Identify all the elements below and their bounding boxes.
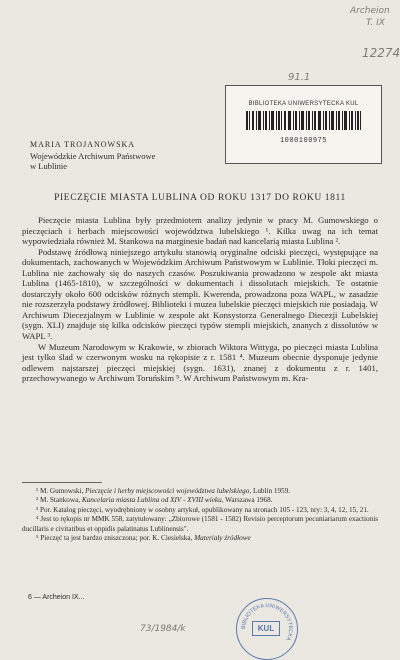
- library-stamp-icon: [236, 598, 298, 660]
- article-title: PIECZĘCIE MIASTA LUBLINA OD ROKU 1317 DO ROKU 1811: [54, 193, 346, 203]
- footnote-imprint: Warszawa 1968.: [225, 496, 273, 505]
- page-signature: 6 — Archeion IX...: [28, 594, 85, 601]
- footnote-title: Materiały źródłowe: [194, 534, 251, 543]
- handwritten-note: T. IX: [366, 18, 385, 28]
- footnote-1: [22, 487, 378, 496]
- barcode-library: BIBLIOTEKA UNIWERSYTECKA KUL: [248, 101, 359, 107]
- handwritten-shelfmark: 91.1: [288, 72, 311, 83]
- footnote-2: [22, 496, 378, 505]
- paragraph: Podstawę źródłową niniejszego artykułu stanowią oryginalne odciski pieczęci, występujące na dokumentach, zachowanych w Wojewódzkim Archiwum Państwowym w Lublinie. Tłoki pieczęci m. Lublina nie zachowały się do naszych czasów. Poszukiwania prowadzono w zespole akt miasta Lublina (1465-1810), w szczególności w dokumentach i dissolutach miejskich. Te ostatnie dostarczyły około 600 odcisków różnych stempli. Kwerenda, prowadzona poza WAPL, w zasadzie nie rozszerzyła podstawy źródłowej. Biblioteki i muzea lubelskie pieczęci miejskich nie posiadają. W Archiwum Diecezjalnym w Lublinie w zespole akt Konsystorza Generalnego Diecezji Lubelskiej (sygn. XLI) znajduje się kilka odcisków pieczęci typów stempli miejskich, znanych z dissolutów w WAPL ³.: [22, 246, 378, 342]
- author-affiliation: Wojewódzkie Archiwum Państwowe: [30, 150, 156, 161]
- handwritten-note: Archeion: [350, 6, 390, 16]
- footnote-4: ⁴ Jest to rękopis nr MMK 558, zatytułowany: „Zbiorowe (1581 - 1582) Revisio perceptorum pecuniariarum exactionis ducillaris e civitatibus et oppidis palatinatus Lublinensis".: [22, 515, 378, 533]
- footnote-author: ¹ M. Gumowski,: [36, 487, 84, 495]
- paragraph: Pieczęcie miasta Lublina były przedmiotem analizy jedynie w pracy M. Gumowskiego o pieczęciach i herbach miejscowości województwa lubelskiego ¹. Kilka uwag na ich temat wypowiedziała również M. Stankowa na marginesie badań nad kancelarią miasta Lublina ².: [22, 215, 378, 247]
- footnote-3: ³ Por. Katalog pieczęci, wyodrębniony w osobny artykuł, opublikowany na stronach 105 - 123, nry: 3, 4, 12, 15, 21.: [36, 505, 369, 514]
- stamp-ring-text: BIBLIOTEKA UNIWERSYTECKA: [240, 602, 294, 642]
- barcode-label: [225, 85, 382, 164]
- barcode-number: 1000100975: [279, 137, 327, 145]
- author-block: [30, 140, 155, 172]
- footnote-author: ⁵ Pieczęć ta jest bardzo zniszczona; por. K. Ciesielska,: [36, 534, 193, 543]
- footnote-5: [22, 534, 378, 543]
- footnote-divider: [22, 482, 102, 483]
- paragraph: W Muzeum Narodowym w Krakowie, w zbiorach Wiktora Wittyga, po pieczęci miasta Lublina jest tylko ślad w czerwonym wosku na rękopisie z r. 1581 ⁴. Muzeum obecnie dysponuje jedynie odlewem najstarszej pieczęci miejskiej (sygn. 1631), znanej z dokumentu z r. 1401, przechowywanego w Archiwum Toruńskim ⁵. W Archiwum Państwowym m. Kra-: [22, 341, 378, 384]
- footnote-author: ² M. Stankowa,: [36, 496, 81, 505]
- author-name: MARIA TROJANOWSKA: [30, 140, 136, 149]
- barcode-icon: [246, 111, 361, 130]
- article-body: [22, 215, 378, 384]
- handwritten-accession: 73/1984/k: [140, 624, 186, 634]
- footnote-title: Kancelaria miasta Lublina od XIV - XVIII wieku,: [81, 496, 224, 505]
- footnote-imprint: Lublin 1959.: [252, 487, 291, 495]
- stamp-text: KUL: [252, 621, 280, 636]
- footnote-title: Pieczęcie i herby miejscowości województwa lubelskiego,: [85, 487, 252, 495]
- footnotes: [22, 487, 378, 543]
- handwritten-number: 12274: [362, 46, 400, 60]
- author-city: w Lublinie: [30, 161, 68, 171]
